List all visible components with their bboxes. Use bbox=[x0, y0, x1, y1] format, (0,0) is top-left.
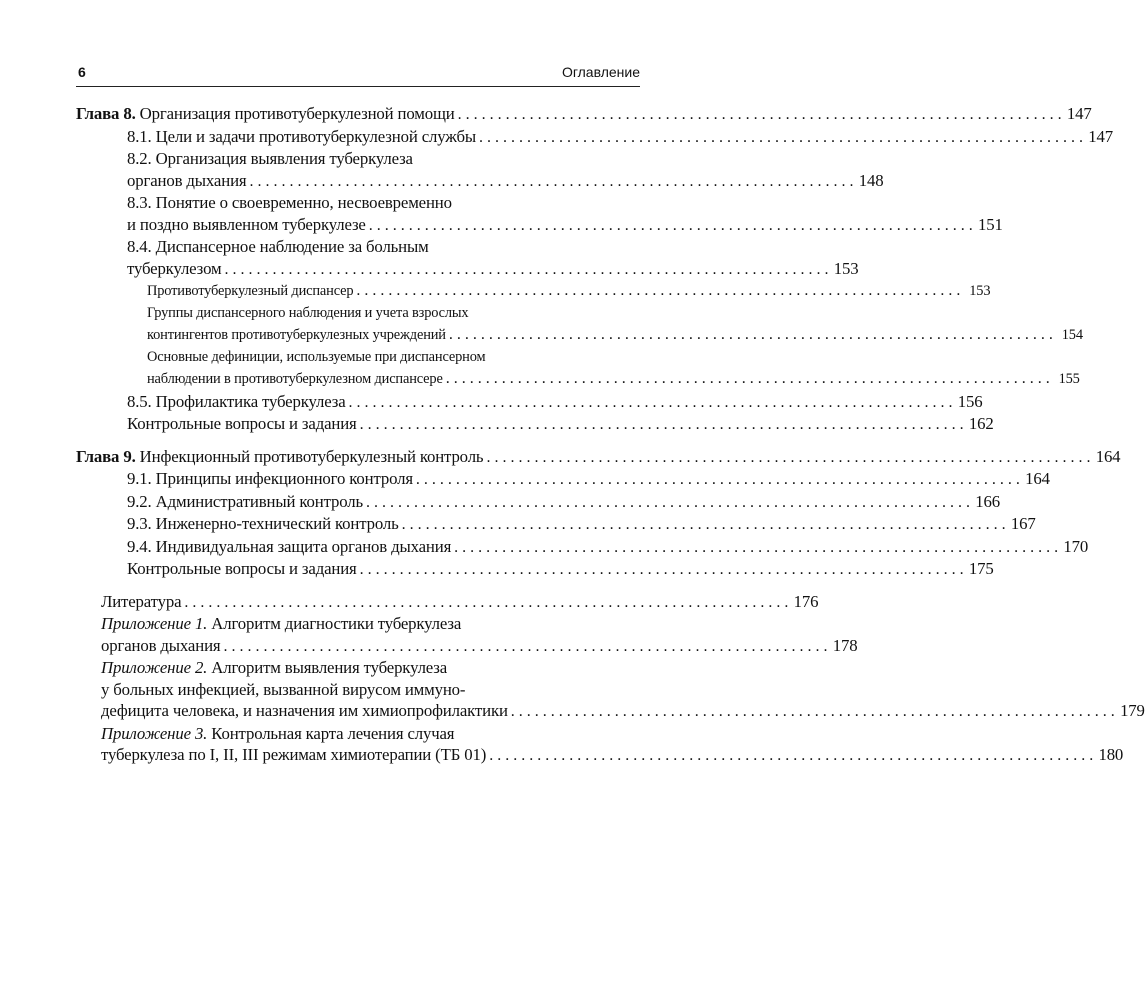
page-ref: 167 bbox=[1010, 514, 1036, 533]
dot-leader bbox=[223, 636, 827, 658]
dot-leader bbox=[366, 492, 970, 514]
toc-entry-chapter-8[interactable] bbox=[76, 103, 1092, 126]
toc-entry-8-4-line1[interactable] bbox=[76, 236, 639, 258]
dot-leader bbox=[489, 745, 1093, 767]
page-ref: 164 bbox=[1025, 469, 1050, 488]
page-ref: 175 bbox=[968, 559, 994, 578]
spacer bbox=[76, 581, 639, 591]
dot-leader bbox=[454, 537, 1058, 559]
dot-leader bbox=[402, 514, 1006, 536]
dot-leader bbox=[349, 392, 953, 414]
entry-title: 8.2. Организация выявления туберкулеза bbox=[127, 149, 413, 168]
toc-entry-chapter-9[interactable] bbox=[76, 446, 1121, 469]
chapter-title: Организация противотуберкулезной помощи bbox=[139, 104, 455, 123]
entry-title-cont: органов дыхания bbox=[127, 170, 247, 190]
chapter-label: Глава 8. bbox=[76, 104, 136, 123]
entry-title-cont: туберкулеза по I, II, III режимам химиотерапии (ТБ 01) bbox=[101, 745, 487, 764]
dot-leader bbox=[486, 447, 1090, 469]
page-ref: 178 bbox=[832, 635, 858, 655]
page-ref: 170 bbox=[1063, 536, 1089, 556]
page-ref: 164 bbox=[1095, 446, 1121, 466]
entry-title-cont: наблюдении в противотуберкулезном диспансере bbox=[147, 371, 443, 387]
toc-entry-appendix-1-line2[interactable] bbox=[76, 635, 858, 658]
entry-title: Контрольная карта лечения случая bbox=[211, 723, 455, 743]
toc-entry-8-questions[interactable] bbox=[76, 413, 994, 436]
entry-title: 8.3. Понятие о своевременно, несвоевременно bbox=[127, 193, 452, 212]
page-ref: 148 bbox=[858, 170, 884, 190]
entry-title: Алгоритм выявления туберкулеза bbox=[211, 658, 448, 677]
toc-entry-appendix-1-line1[interactable] bbox=[76, 613, 639, 635]
entry-title-cont: органов дыхания bbox=[101, 635, 221, 655]
page-ref: 179 bbox=[1120, 701, 1145, 720]
dot-leader bbox=[458, 104, 1062, 126]
toc-entry-8-1[interactable] bbox=[76, 126, 1113, 149]
entry-title-cont: и поздно выявленном туберкулезе bbox=[127, 214, 366, 234]
dot-leader bbox=[356, 280, 960, 302]
toc-entry-8-3-line2[interactable] bbox=[76, 214, 1003, 237]
toc-entry-9-3[interactable] bbox=[76, 513, 1036, 536]
entry-title: 9.2. Административный контроль bbox=[127, 491, 363, 511]
toc-entry-8-4-sub3-line2[interactable] bbox=[76, 368, 1080, 391]
dot-leader bbox=[184, 592, 788, 614]
appendix-label: Приложение 3. bbox=[101, 723, 208, 743]
toc-entry-8-2-line2[interactable] bbox=[76, 170, 884, 193]
toc-entry-9-2[interactable] bbox=[76, 491, 1000, 514]
page-ref: 180 bbox=[1098, 745, 1124, 764]
appendix-label: Приложение 2. bbox=[101, 658, 208, 677]
toc-entry-literature[interactable] bbox=[76, 591, 819, 614]
chapter-label: Глава 9. bbox=[76, 446, 136, 466]
dot-leader bbox=[416, 469, 1020, 491]
dot-leader bbox=[446, 368, 1050, 390]
dot-leader bbox=[224, 259, 828, 281]
dot-leader bbox=[360, 414, 964, 436]
spacer bbox=[76, 436, 639, 446]
toc-entry-9-questions[interactable] bbox=[76, 558, 994, 581]
page-ref: 166 bbox=[975, 491, 1000, 511]
toc-entry-8-4-sub3-line1[interactable] bbox=[76, 347, 639, 369]
entry-title: Контрольные вопросы и задания bbox=[127, 559, 357, 578]
toc-entry-9-4[interactable] bbox=[76, 536, 1089, 559]
toc-entry-appendix-2-line2[interactable] bbox=[76, 679, 639, 701]
entry-title: Основные дефиниции, используемые при диспансерном bbox=[147, 348, 486, 365]
appendix-label: Приложение 1. bbox=[101, 614, 208, 633]
dot-leader bbox=[249, 171, 853, 193]
entry-title: Группы диспансерного наблюдения и учета взрослых bbox=[147, 304, 469, 321]
dot-leader bbox=[449, 324, 1053, 346]
page-ref: 153 bbox=[969, 283, 991, 299]
entry-title: Литература bbox=[101, 591, 182, 611]
toc-entry-8-5[interactable] bbox=[76, 391, 983, 414]
entry-title: Алгоритм диагностики туберкулеза bbox=[211, 614, 462, 633]
entry-title: Противотуберкулезный диспансер bbox=[147, 283, 354, 299]
entry-title: 9.4. Индивидуальная защита органов дыхания bbox=[127, 536, 452, 556]
entry-title-cont: контингентов противотуберкулезных учреждений bbox=[147, 327, 446, 343]
section-title: Оглавление bbox=[561, 64, 640, 80]
toc-entry-appendix-3-line2[interactable] bbox=[76, 744, 1124, 767]
dot-leader bbox=[511, 701, 1115, 723]
dot-leader bbox=[479, 127, 1083, 149]
page-ref: 162 bbox=[968, 414, 994, 433]
entry-title: 8.5. Профилактика туберкулеза bbox=[127, 391, 346, 411]
page-number: 6 bbox=[78, 64, 86, 80]
toc-entry-8-4-sub2-line2[interactable] bbox=[76, 324, 1083, 347]
page-ref: 147 bbox=[1066, 104, 1092, 123]
entry-title: 9.3. Инженерно-технический контроль bbox=[127, 514, 399, 533]
page-ref: 151 bbox=[978, 214, 1003, 234]
entry-title-cont: дефицита человека, и назначения им химиопрофилактики bbox=[101, 701, 508, 720]
dot-leader bbox=[360, 559, 964, 581]
table-of-contents bbox=[76, 103, 1145, 767]
toc-entry-8-3-line1[interactable] bbox=[76, 192, 639, 214]
chapter-title: Инфекционный противотуберкулезный контроль bbox=[139, 446, 484, 466]
page-ref: 154 bbox=[1061, 327, 1083, 343]
dot-leader bbox=[369, 215, 973, 237]
toc-entry-appendix-2-line3[interactable] bbox=[76, 700, 1145, 723]
entry-title-cont: туберкулезом bbox=[127, 258, 222, 278]
page-ref: 156 bbox=[957, 391, 983, 411]
toc-entry-8-4-sub2-line1[interactable] bbox=[76, 303, 639, 325]
toc-entry-appendix-3-line1[interactable] bbox=[76, 723, 639, 745]
page-ref: 147 bbox=[1088, 126, 1113, 146]
page-ref: 153 bbox=[833, 258, 859, 278]
entry-title: Контрольные вопросы и задания bbox=[127, 414, 357, 433]
page-ref: 176 bbox=[793, 591, 819, 611]
running-header bbox=[76, 62, 640, 87]
entry-title: 8.4. Диспансерное наблюдение за больным bbox=[127, 237, 429, 256]
toc-entry-8-2-line1[interactable] bbox=[76, 148, 639, 170]
toc-entry-9-1[interactable] bbox=[76, 468, 1050, 491]
toc-entry-appendix-2-line1[interactable] bbox=[76, 657, 639, 679]
page-ref: 155 bbox=[1058, 371, 1080, 387]
entry-title: 9.1. Принципы инфекционного контроля bbox=[127, 469, 413, 488]
toc-entry-8-4-sub1[interactable] bbox=[76, 280, 991, 303]
toc-entry-8-4-line2[interactable] bbox=[76, 258, 859, 281]
entry-title-cont: у больных инфекцией, вызванной вирусом иммуно- bbox=[101, 679, 466, 699]
entry-title: 8.1. Цели и задачи противотуберкулезной службы bbox=[127, 126, 476, 146]
